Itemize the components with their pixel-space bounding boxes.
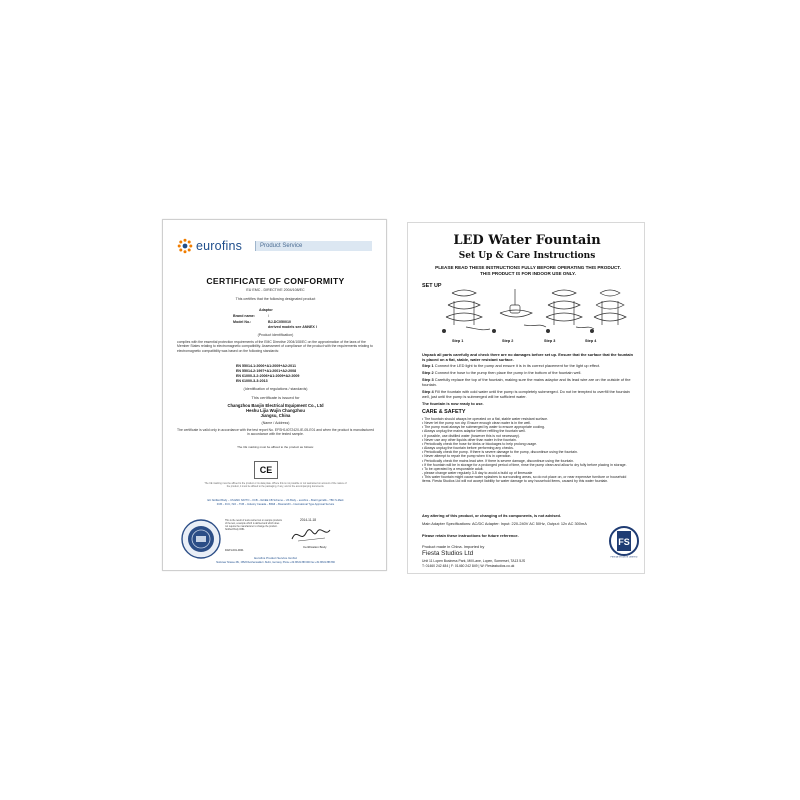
ce-fine-print: The CE marking must be affixed to the product or its data plate. Where this is not possible or not warranted on account of the nature of the product, it must be affixed to the packaging, if any, and to the accompanying documents. [204,482,347,488]
step-1-text: Connect the LED light to the pump and ensure it is in its correct placement for the light up effect. [434,363,601,368]
eurofins-logo-text: eurofins [196,239,243,253]
company-name: Changzhou Baojin Electrical Equipment Co., Ltd [227,403,324,408]
setup-heading: SET UP [422,283,442,289]
product-identification-caption: (Product identification) [257,333,294,337]
indoor-notice: THIS PRODUCT IS FOR INDOOR USE ONLY. [480,271,576,276]
step-1-label: Step 1 [422,363,434,368]
ce-mark: CE [254,461,278,479]
list-item: • If possible, use distilled water (however this is not necessary). [422,433,520,438]
notified-body-line-2: FCB – FCC, ISO – TCB – Industry Canada – BSMI – Bosnia/UN – International Type Approval Service [216,503,335,506]
list-item: • Always unplug the fountain before performing any checks. [422,446,514,451]
validity-paragraph: The certificate is valid only in accordance with the test report No. EFSH14072420-IE-05-E01 and when the product is manufactured in accordance with the tested sample. [177,428,374,437]
step-3-text: Carefully replace the top of the fountain, making sure the mains adaptor and its lead wire are on the outside of the fountain. [422,377,631,387]
notified-body-line-1: EU Notified Body – US EMC NATTO – KCB – IECEE CB Scheme – US Body – eurofins – Brazil garrafã – TBC S-Mark [207,499,344,502]
instructions-subtitle: Set Up & Care Instructions [458,251,596,261]
fs-seal-letters: FS [618,537,630,547]
step-4-label: Step 4 [422,389,434,394]
step-2-label: Step 2 [422,370,434,375]
directive-line: EU EMC - DIRECTIVE 2004/108/EC [246,288,305,292]
product-service-label: Product Service [260,243,303,249]
care-heading: CARE & SAFETY [422,409,466,415]
importer-contact: T: 01460 242 484 | F: 01460 242 849 | W: Fiestastudios.co.uk [422,564,515,568]
list-item: • Never attempt to repair the pump when it is in operation. [422,454,512,459]
read-notice: PLEASE READ THESE INSTRUCTIONS FULLY BEFORE OPERATING THIS PRODUCT. [435,265,621,270]
certificate-of-conformity [162,219,387,571]
certificate-title: CERTIFICATE OF CONFORMITY [206,276,345,286]
list-item: • Never let the pump run dry. Ensure enough clean water is in the well. [422,421,531,426]
signature-icon [289,524,333,546]
unpack-paragraph: Unpack all parts carefully and check there are no damages before set up. Ensure that the surface that the fountain is placed on a flat, stable, water resistant surface. [422,352,634,362]
eurofins-header [177,236,377,258]
certifies-line: This certifies that the following designated product [235,297,316,301]
derived-models: derived models see ANNEX I [268,325,317,329]
list-item: • Periodically check the hose for kinks or blockages to help prolong usage. [422,441,538,446]
importer-name: Fiesta Studios Ltd [422,550,474,557]
standard-1: EN 55014-1:2006+A1:2009+A2:2011 [236,364,296,368]
seal-fine-print: This is the result of tests carried out on sample products of the test, a sample which is defined and which does not require the manufacturer to change the product. Notified Body 0681. [225,520,282,531]
step-label-4: Step 4 [585,339,597,343]
altering-notice: Any altering of this product, or changing of its components, is not advised. [422,513,561,518]
care-list [422,417,634,484]
product-service-bar [255,241,372,251]
brand-value: / [268,314,269,318]
step-3-instruction [422,378,634,388]
model-value: BJ-DC050010 [268,320,291,324]
brand-label: Brand name: [233,314,255,318]
regulations-caption: (Identification of regulations / standards) [243,387,308,391]
fiesta-studios-seal [608,523,640,559]
step-4-text: Fill the fountain with cold water until the pump is completely submerged. Do not be tempted to overfill the fountain well, just until the pump is submerged will be sufficient water. [422,389,630,399]
product-name: Adaptor [259,308,273,312]
ce-instruction: The CE marking must be affixed to the product as follows: [237,445,314,449]
footer-address: Storkower Strasse 38c, 15526 Reichenwalde b. Berlin, Germany, Phone +49 33631 888 000 Fax +49 33631 888 650 [216,562,335,564]
issued-for-line: This certificate is issued for [251,395,300,400]
step-label-3: Step 3 [544,339,556,343]
ready-line: The fountain is now ready to use. [422,401,484,406]
step-4-instruction [422,390,634,400]
signature-caption: Certification Body [303,545,327,549]
list-item: • To be operated by a responsible adult. [422,466,484,471]
list-item: • This water fountain might cause water splashes to surrounding areas, so do not place on, or near expensive furniture or household items. Fiesta Studios Ltd will not accept liability for water damage to any household items, caused by this water fountain. [422,475,627,484]
step-3-label: Step 3 [422,377,434,382]
step-label-1: Step 1 [452,339,464,343]
model-label: Model No.: [233,320,252,324]
step-2-instruction [422,371,634,376]
eurofins-logo-icon [177,238,193,254]
certificate-date: 2014-11-18 [300,518,317,522]
list-item: • The fountain should always be operated on a flat, stable water resistant surface. [422,417,549,421]
name-address-caption: (Name / Address) [261,421,290,425]
importer-address: Unit 11 Lopen Business Park, Mill Lane, Lopen, Somerset, TA13 5JS [422,559,526,563]
standard-4: EN 61000-3-3:2013 [236,379,268,383]
fountain-instruction-sheet [407,222,645,574]
standard-2: EN 55014-2:1997+A1:2001+A2:2008 [236,369,297,373]
step-1-instruction [422,364,634,369]
list-item: - please change water regularly 3-5 day to avoid a build up of limescale [422,471,533,476]
footer-company: Eurofins Product Service GmbH [254,556,297,560]
compliance-paragraph: complies with the essential protection requirements of the EMC Directive 2004/108/EC on the approximation of the laws of the Member States relating to electromagnetic compatibility. Assessment of compliance of the product with the requirements relating to electromagnetic compatibility was based on the following standards: [177,340,373,353]
list-item: • Always unplug the mains adaptor before refilling the fountain well. [422,429,526,434]
retain-notice: Please retain these instructions for future reference. [422,533,519,538]
list-item: • If the fountain will be in storage for a prolonged period of time, rinse the pump clean and allow to dry fully before placing in storage. [422,462,627,467]
list-item: • Periodically check the mains lead wire. If there is severe damage, discontinue using the fountain. [422,458,575,463]
list-item: • Never use any other liquids other than water in the fountain. [422,437,517,442]
company-address-2: Jiangsu, China [260,413,291,418]
made-in-line: Product made in China. Imported by [422,544,485,549]
instructions-title: LED Water Fountain [453,233,601,248]
dakks-seal-icon [181,519,221,559]
step-2-text: Connect the hose to the pump then place the pump in the bottom of the fountain well. [434,370,582,375]
setup-steps-illustration-icon [438,281,628,337]
list-item: • Periodically check the pump. If there is severe damage to the pump, discontinue using the fountain. [422,450,578,455]
dap-code: DAP1-001-0001 [225,549,244,552]
step-label-2: Step 2 [502,339,514,343]
standard-3: EN 61000-3-2:2006+A1:2009+A2:2009 [236,374,300,378]
list-item: • The pump must always be submerged by water to ensure appropriate cooling. [422,425,545,430]
fs-seal-text: FIESTA STUDIOS LIMITED [610,556,638,559]
adapter-specification: Main Adapter Specifications: AC/DC Adapter: Input: 220-240V AC 50Hz, Output: 12v AC 300mA [422,521,587,526]
company-address-1: Heshu Lijia Wujin Changzhou [246,408,305,413]
